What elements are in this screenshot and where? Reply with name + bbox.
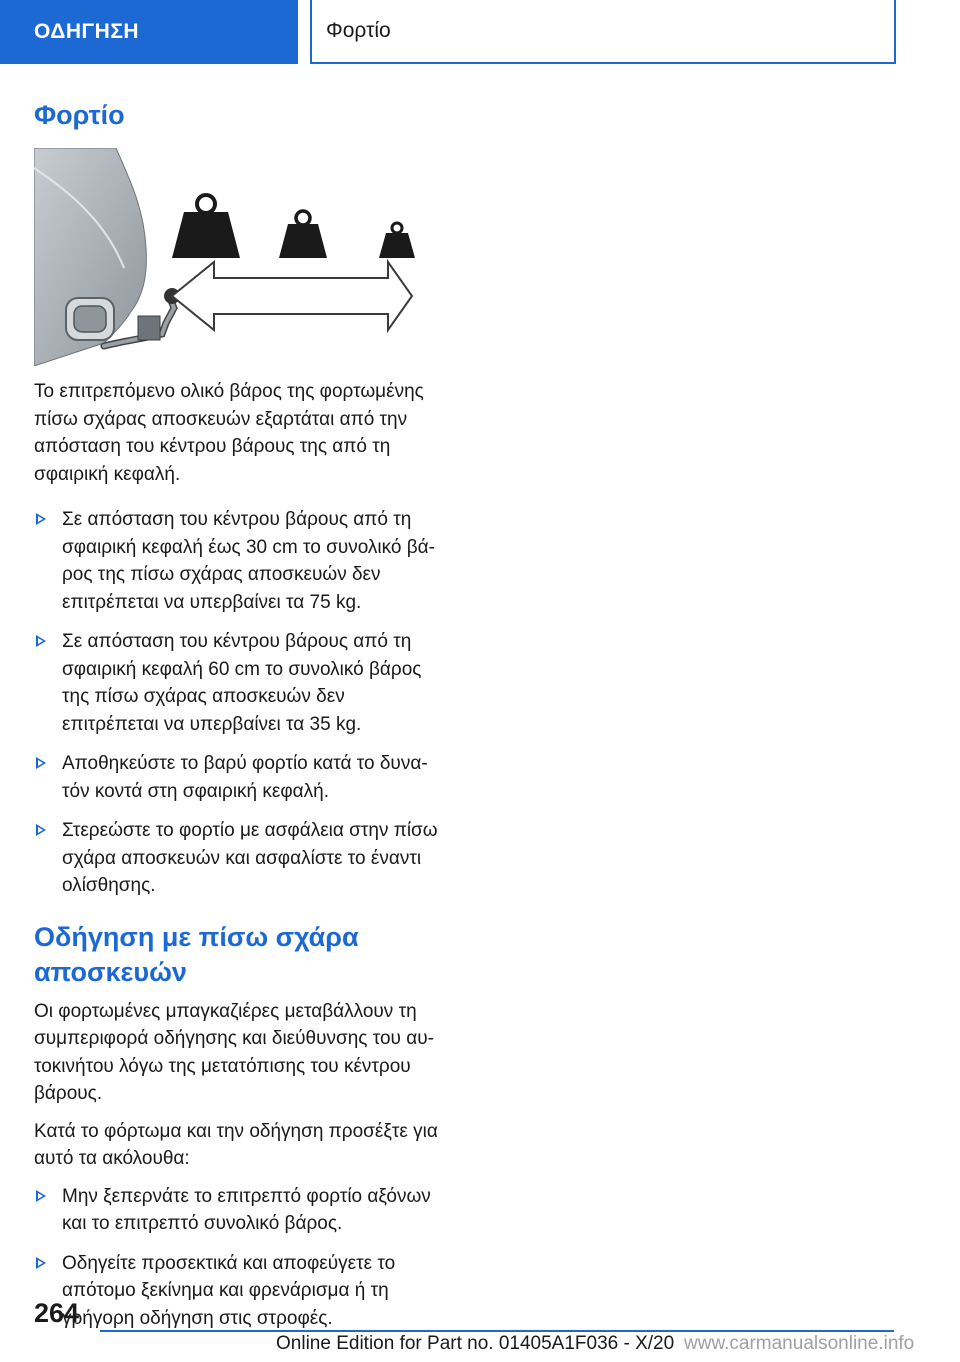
list-item-text: Μην ξεπερνάτε το επιτρεπτό φορτίο αξόνων και το επιτρεπτό συνολικό βάρος. <box>62 1185 431 1234</box>
intro-paragraph: Το επιτρεπόμενο ολικό βάρος της φορτωμένης πίσω σχάρας αποσκευών εξαρτάται από την απόσταση του κέντρου βάρους της από τη σφαιρική κεφαλή. <box>34 381 424 485</box>
list-item-text: Σε απόσταση του κέντρου βάρους από τη σφαιρική κεφαλή 60 cm το συνολικό βάρος της πίσω σχάρας αποσκευών δεν επιτρέπεται να υπερβαίνει τα 35 kg. <box>62 631 422 735</box>
list-item <box>34 1183 440 1238</box>
header-topic-bar <box>310 0 896 64</box>
triangle-bullet-icon <box>36 635 46 647</box>
list-item <box>34 506 440 616</box>
footer-edition: Online Edition for Part no. 01405A1F036 - X/20 <box>276 1333 675 1354</box>
towbar-load-illustration <box>34 148 436 366</box>
content-column <box>34 378 440 1344</box>
page-number: 264 <box>34 1298 80 1328</box>
section-heading: Οδήγηση με πίσω σχάρα αποσκευών <box>34 921 359 987</box>
driving-rules-list <box>34 1183 440 1333</box>
page-title: Φορτίο <box>34 100 125 130</box>
list-item <box>34 750 440 805</box>
list-item <box>34 628 440 738</box>
list-item-text: Σε απόσταση του κέντρου βάρους από τη σφαιρική κεφαλή έως 30 cm το συνολικό βάρος της πίσω σχάρας αποσκευών δεν επιτρέπεται να υπερβαίνει τα 75 kg. <box>62 509 435 613</box>
triangle-bullet-icon <box>36 824 46 836</box>
triangle-bullet-icon <box>36 757 46 769</box>
triangle-bullet-icon <box>36 1190 46 1202</box>
footer-divider <box>100 1330 894 1332</box>
triangle-bullet-icon <box>36 513 46 525</box>
section-paragraph-2: Κατά το φόρτωμα και την οδήγηση προσέξτε για αυτό τα ακόλουθα: <box>34 1120 438 1169</box>
header-section-tab <box>0 0 298 64</box>
list-item-text: Στερεώστε το φορτίο με ασφάλεια στην πίσω σχάρα αποσκευών και ασφαλίστε το έναντι ολίσθησης. <box>62 820 438 896</box>
load-rules-list <box>34 506 440 900</box>
list-item <box>34 817 440 900</box>
header-section-label: ΟΔΗΓΗΣΗ <box>34 20 140 43</box>
section-paragraph-1: Οι φορτωμένες μπαγκαζιέρες μεταβάλλουν τη συμπεριφορά οδήγησης και διεύθυνσης του αυτοκινήτου λόγω της μετατόπισης του κέντρου βάρους. <box>34 1000 434 1104</box>
list-item <box>34 1250 440 1333</box>
triangle-bullet-icon <box>36 1257 46 1269</box>
list-item-text: Αποθηκεύστε το βαρύ φορτίο κατά το δυνατόν κοντά στη σφαιρική κεφαλή. <box>62 753 428 802</box>
header-topic-label: Φορτίο <box>326 19 391 42</box>
watermark-link[interactable]: www.carmanualsonline.info <box>682 1333 918 1355</box>
list-item-text: Οδηγείτε προσεκτικά και αποφεύγετε το απότομο ξεκίνημα και φρενάρισμα ή τη γρήγορη οδήγηση στις στροφές. <box>62 1252 396 1329</box>
